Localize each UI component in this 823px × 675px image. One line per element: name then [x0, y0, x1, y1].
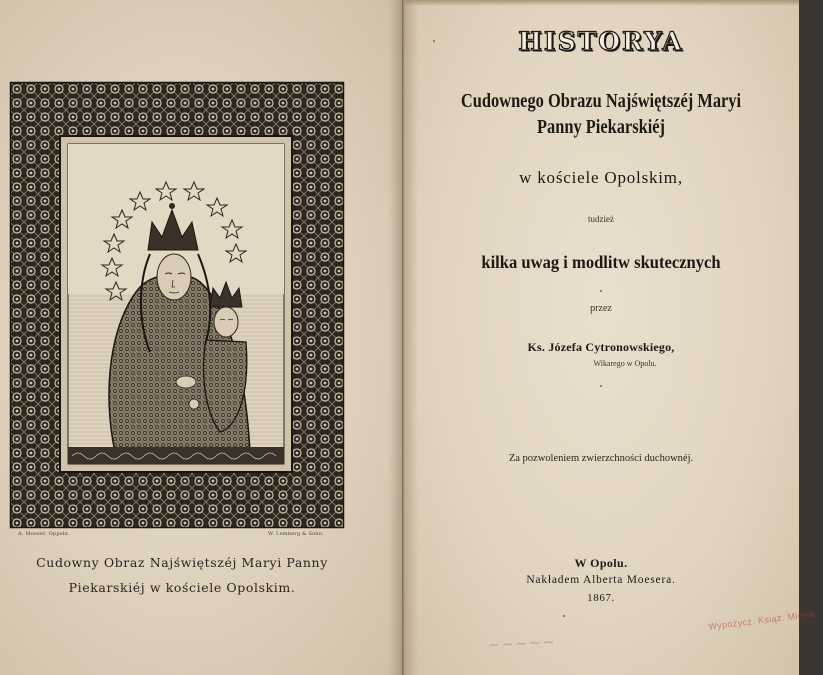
author-role: Wikarego w Opolu.: [593, 359, 657, 368]
frontispiece-page: [0, 0, 403, 675]
engraving-illustration: [10, 82, 344, 528]
permission-note: Za pozwoleniem zwierzchności duchownéj.: [508, 453, 694, 464]
title-page: [403, 0, 819, 675]
pencil-note: ~~~~~: [487, 634, 558, 654]
foxing-spot: [563, 615, 565, 617]
church-place-line: w kościele Opolskim,: [519, 168, 683, 187]
foxing-spot: [600, 290, 602, 292]
secondary-title: kilka uwag i modlitw skutecznych: [481, 252, 721, 272]
imprint-year: 1867.: [587, 592, 615, 604]
foxing-spot: [433, 40, 435, 42]
madonna-engraving: [10, 82, 344, 528]
imprint-publisher: Nakładem Alberta Moesera.: [526, 574, 676, 586]
frontispiece-caption: Cudowny Obraz Najświętszéj Maryi Panny Piekarskiéj w kościele Opolskim.: [36, 555, 328, 595]
engraver-credit-right: W. Lemberg & Sohn.: [268, 531, 324, 537]
author-name: Ks. Józefa Cytronowskiego,: [527, 340, 675, 354]
imprint-city: W Opolu.: [574, 556, 628, 570]
subtitle-line-1: Cudownego Obrazu Najświętszéj Maryi: [460, 90, 742, 112]
subtitle-line-2: Panny Piekarskiéj: [536, 116, 666, 138]
conjunction-line: tudzież: [588, 214, 614, 224]
page-top-edge: [403, 0, 799, 6]
book-title: HISTORYA: [518, 27, 684, 56]
by-line: przez: [590, 303, 612, 314]
library-stamp: Wypożycz. Książ. Miejsk.: [707, 608, 819, 632]
book-subtitle: [439, 88, 764, 140]
engraver-credit-left: A. Moeser, Oppeln.: [18, 531, 70, 537]
foxing-spot: [600, 385, 602, 387]
